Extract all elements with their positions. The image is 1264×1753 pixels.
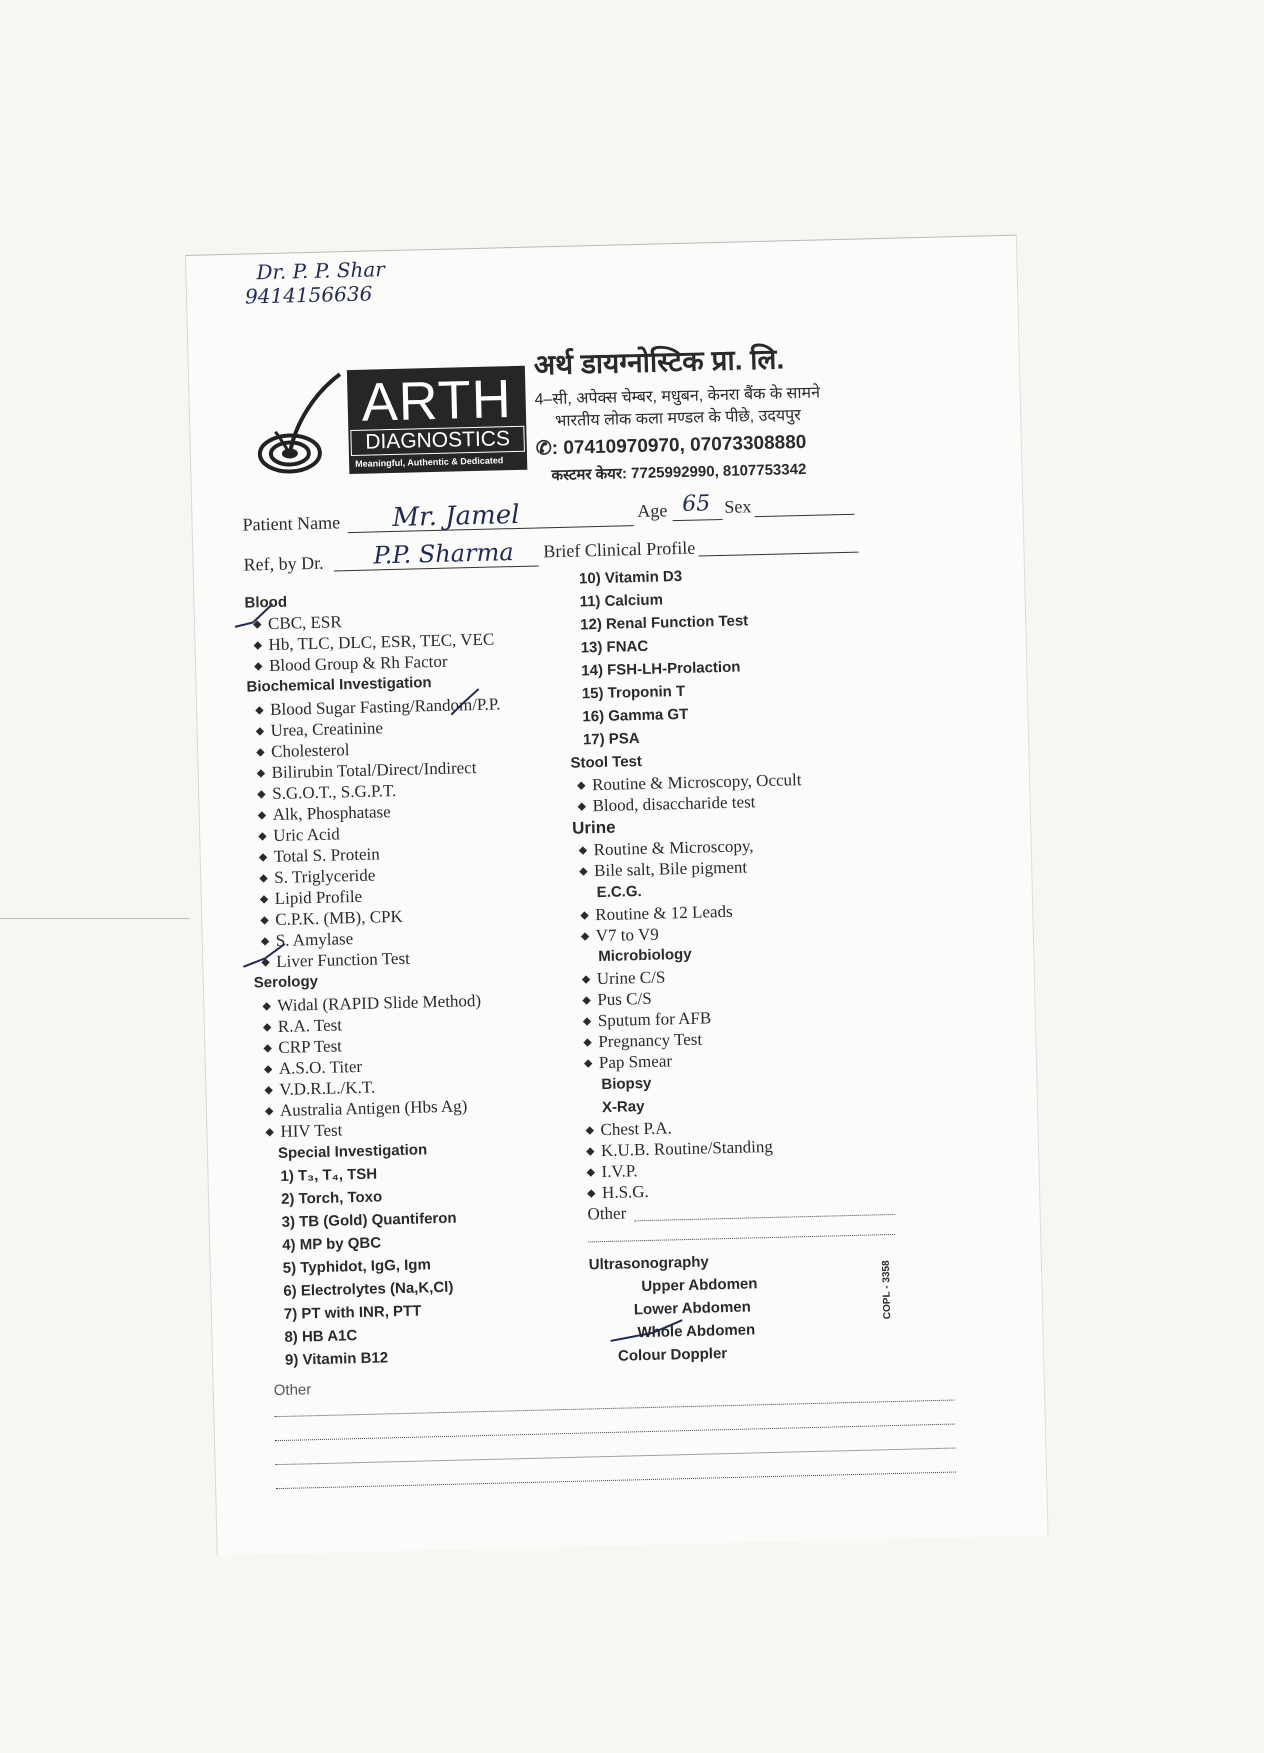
xray-heading: X-Ray: [601, 1098, 645, 1117]
test-pregnancy[interactable]: ◆ Pregnancy Test: [583, 1029, 703, 1052]
test-lft[interactable]: ◆ Liver Function Test: [261, 948, 411, 971]
microbiology-heading: Microbiology: [598, 945, 692, 966]
special-item-7[interactable]: 7) PT with INR, PTT: [283, 1302, 422, 1323]
sex-label: Sex: [724, 496, 752, 517]
test-pap-smear[interactable]: ◆ Pap Smear: [583, 1051, 673, 1073]
phone-numbers: : 07410970970, 07073308880: [551, 431, 807, 460]
test-stool-routine[interactable]: ◆ Routine & Microscopy, Occult: [576, 770, 802, 795]
test-aso[interactable]: ◆ A.S.O. Titer: [263, 1056, 363, 1078]
test-pus-cs[interactable]: ◆ Pus C/S: [582, 988, 652, 1010]
test-urine-cs[interactable]: ◆ Urine C/S: [581, 967, 666, 989]
test-hsg[interactable]: ◆ H.S.G.: [586, 1181, 650, 1203]
requisition-form: [185, 235, 1049, 1556]
ref-dr-value[interactable]: P.P. Sharma: [373, 538, 514, 570]
ecg-heading: E.C.G.: [596, 883, 642, 902]
usg-upper-abdomen[interactable]: Upper Abdomen: [641, 1275, 758, 1296]
test-uric-acid[interactable]: ◆ Uric Acid: [258, 824, 340, 846]
special-item-9[interactable]: 9) Vitamin B12: [284, 1349, 389, 1369]
test-hbsag[interactable]: ◆ Australia Antigen (Hbs Ag): [264, 1096, 468, 1120]
biopsy-heading[interactable]: Biopsy: [601, 1074, 652, 1094]
test-psa[interactable]: 17) PSA: [582, 730, 640, 749]
test-kub[interactable]: ◆ K.U.B. Routine/Standing: [585, 1136, 774, 1161]
test-stool-blood[interactable]: ◆ Blood, disaccharide test: [577, 792, 756, 816]
test-troponin[interactable]: 15) Troponin T: [581, 682, 686, 703]
special-item-4[interactable]: 4) MP by QBC: [282, 1234, 382, 1254]
customer-care: कस्टमर केयर: 7725992990, 8107753342: [551, 460, 807, 485]
age-value[interactable]: 65: [681, 491, 711, 517]
fold-line: [0, 918, 190, 919]
urine-heading: Urine: [571, 817, 616, 838]
test-blood-group[interactable]: ◆ Blood Group & Rh Factor: [253, 651, 448, 676]
test-ecg-routine[interactable]: ◆ Routine & 12 Leads: [580, 901, 733, 925]
logo-word-arth: ARTH: [360, 369, 513, 433]
special-item-5[interactable]: 5) Typhidot, IgG, Igm: [282, 1256, 431, 1277]
test-bile-salt[interactable]: ◆ Bile salt, Bile pigment: [579, 857, 748, 881]
test-ra[interactable]: ◆ R.A. Test: [262, 1015, 343, 1036]
phone-icon: ✆: [535, 438, 553, 460]
test-cpk[interactable]: ◆ C.P.K. (MB), CPK: [260, 906, 404, 929]
copl-code: COPL - 3358: [880, 1260, 894, 1320]
test-amylase[interactable]: ◆ S. Amylase: [260, 929, 354, 950]
usg-heading: Ultrasonography: [588, 1253, 709, 1274]
tick-cbc-icon: [235, 604, 274, 627]
test-vdrl[interactable]: ◆ V.D.R.L./K.T.: [264, 1077, 376, 1099]
test-cholesterol[interactable]: ◆ Cholesterol: [256, 740, 350, 762]
stool-heading: Stool Test: [570, 752, 643, 772]
serology-heading: Serology: [253, 972, 319, 992]
special-item-6[interactable]: 6) Electrolytes (Na,K,Cl): [283, 1278, 454, 1300]
test-sputum-afb[interactable]: ◆ Sputum for AFB: [582, 1008, 712, 1031]
special-item-3[interactable]: 3) TB (Gold) Quantiferon: [281, 1209, 457, 1231]
test-chest-pa[interactable]: ◆ Chest P.A.: [585, 1118, 673, 1140]
test-ecg-v7-v9[interactable]: ◆ V7 to V9: [580, 924, 659, 946]
company-name-hindi: अर्थ डायग्नोस्टिक प्रा. लि.: [533, 343, 785, 381]
company-address-1: 4–सी, अपेक्स चेम्बर, मधुबन, केनरा बैंक के सामने: [534, 384, 821, 409]
patient-name-label: Patient Name: [242, 512, 341, 535]
other-label-left: Other: [273, 1381, 312, 1400]
usg-lower-abdomen[interactable]: Lower Abdomen: [633, 1298, 752, 1319]
patient-name-value[interactable]: Mr. Jamel: [392, 499, 520, 534]
test-triglyceride[interactable]: ◆ S. Triglyceride: [259, 865, 376, 888]
clinical-profile-label: Brief Clinical Profile: [543, 537, 696, 562]
test-widal[interactable]: ◆ Widal (RAPID Slide Method): [262, 990, 482, 1015]
ref-dr-label: Ref, by Dr.: [243, 552, 324, 575]
biochem-heading: Biochemical Investigation: [246, 674, 432, 696]
test-urea[interactable]: ◆ Urea, Creatinine: [255, 718, 384, 741]
test-fnac[interactable]: 13) FNAC: [580, 637, 649, 657]
test-hiv[interactable]: ◆ HIV Test: [265, 1120, 343, 1141]
usg-whole-abdomen[interactable]: Whole Abdomen: [637, 1321, 756, 1342]
other-label-right: Other: [587, 1203, 627, 1224]
test-total-protein[interactable]: ◆ Total S. Protein: [258, 844, 380, 867]
test-alk-phosphatase[interactable]: ◆ Alk, Phosphatase: [257, 802, 391, 825]
special-heading: Special Investigation: [277, 1141, 428, 1162]
special-item-2[interactable]: 2) Torch, Toxo: [280, 1188, 383, 1208]
pen-marks: [186, 236, 1048, 1556]
test-fsh-lh[interactable]: 14) FSH-LH-Prolaction: [581, 658, 741, 680]
special-item-8[interactable]: 8) HB A1C: [284, 1327, 358, 1346]
usg-colour-doppler[interactable]: Colour Doppler: [617, 1345, 728, 1365]
logo-tagline: Meaningful, Authentic & Dedicated: [355, 455, 504, 469]
age-label: Age: [637, 500, 668, 522]
test-rft[interactable]: 12) Renal Function Test: [579, 612, 749, 634]
tick-blood-sugar-icon: [451, 689, 480, 715]
test-bilirubin[interactable]: ◆ Bilirubin Total/Direct/Indirect: [256, 758, 477, 783]
test-cbc-esr[interactable]: ◆ CBC, ESR: [252, 612, 342, 634]
test-ivp[interactable]: ◆ I.V.P.: [586, 1161, 638, 1182]
handwritten-doctor-name: Dr. P. P. Shar: [256, 257, 386, 285]
blood-heading: Blood: [244, 593, 288, 612]
test-urine-routine[interactable]: ◆ Routine & Microscopy,: [578, 836, 754, 860]
company-address-2: भारतीय लोक कला मण्डल के पीछे, उदयपुर: [554, 407, 801, 431]
tick-whole-abdomen-icon: [610, 1320, 682, 1341]
tick-lft-icon: [243, 944, 286, 967]
handwritten-phone: 9414156636: [244, 281, 373, 309]
test-vitamin-d3[interactable]: 10) Vitamin D3: [578, 567, 683, 588]
test-sgot[interactable]: ◆ S.G.O.T., S.G.P.T.: [257, 781, 397, 804]
special-item-1[interactable]: 1) T₃, T₄, TSH: [280, 1165, 378, 1185]
test-calcium[interactable]: 11) Calcium: [579, 591, 664, 611]
test-blood-sugar[interactable]: ◆ Blood Sugar Fasting/Random/P.P.: [255, 694, 501, 720]
test-gamma-gt[interactable]: 16) Gamma GT: [582, 705, 689, 726]
test-crp[interactable]: ◆ CRP Test: [263, 1036, 343, 1057]
test-lipid-profile[interactable]: ◆ Lipid Profile: [259, 886, 363, 908]
test-hb-tlc[interactable]: ◆ Hb, TLC, DLC, ESR, TEC, VEC: [253, 629, 495, 655]
logo-word-diagnostics: DIAGNOSTICS: [350, 426, 525, 456]
